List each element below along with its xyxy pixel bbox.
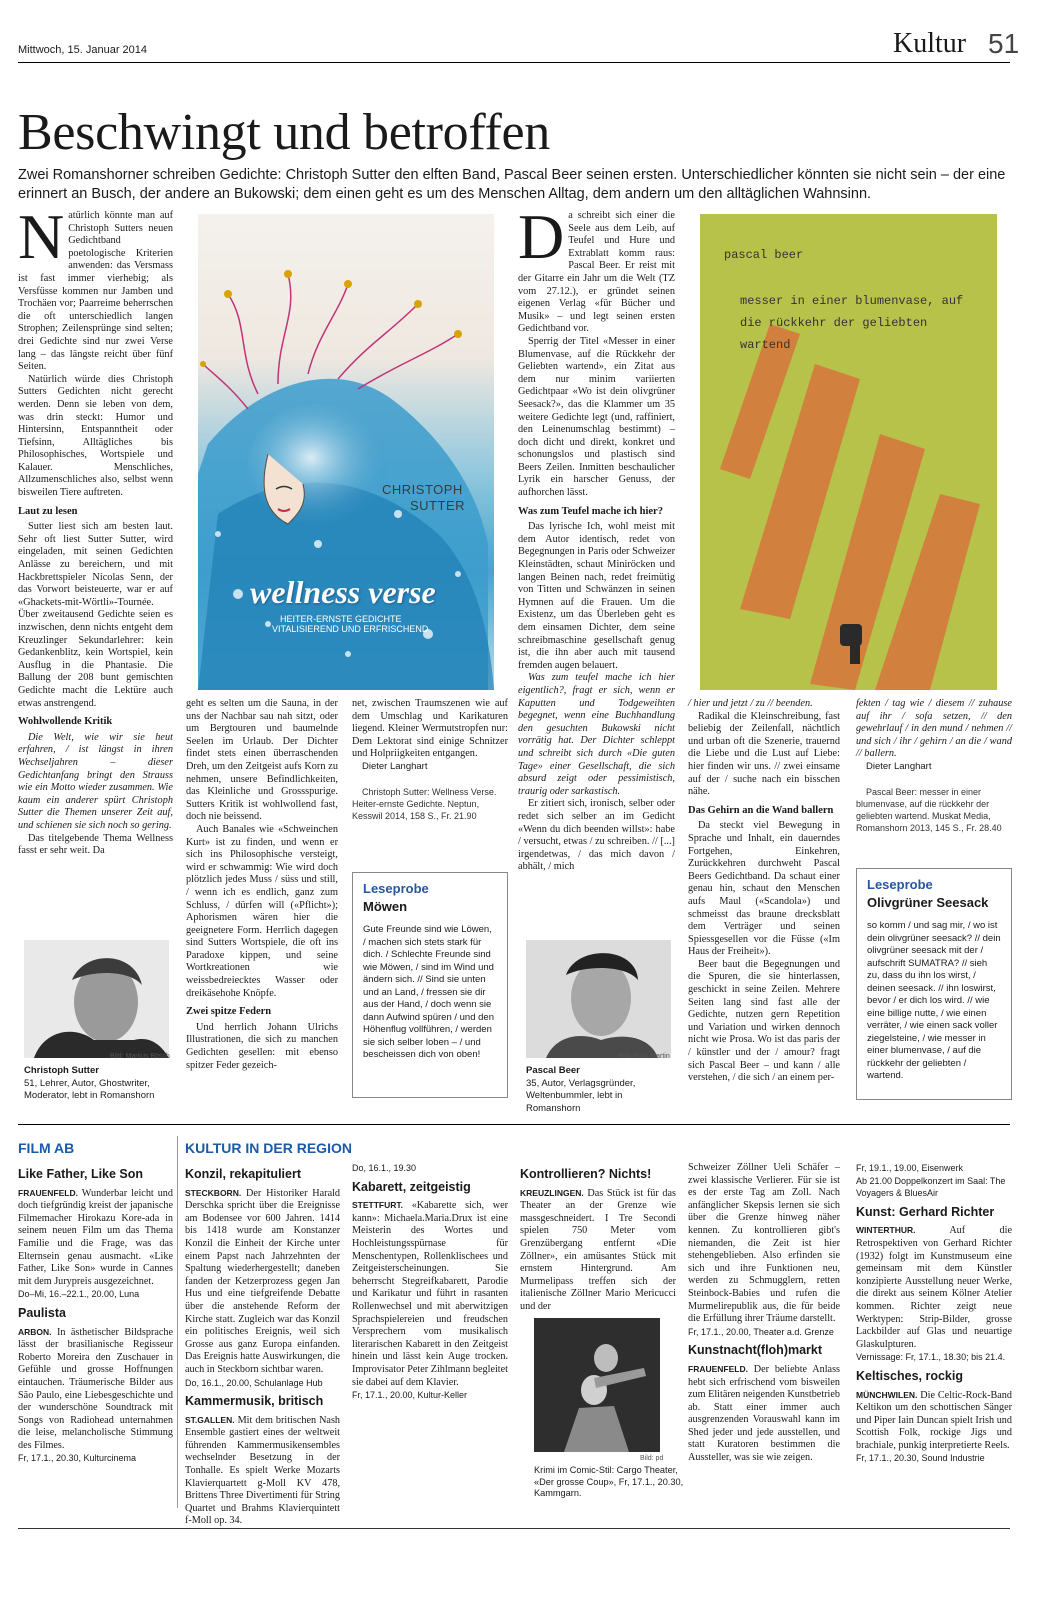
leseprobe-box-moewen [352,872,508,1098]
cover-subtitle-2: VITALISIEREND UND ERFRISCHEND [272,624,429,634]
event-text: Mit dem britischen Nash Ensemble gastiert eines der weltweit führenden Kammermusikensembles wechselnder Besetzung in der Tonhalle. Es spielt Werke Mozarts Klavierquartett g-Moll KV 478, Brittens Three Divertimenti für String Quartet und Brahms Klavierquintett f-Moll op. 34. [185,1414,341,1527]
portrait-sketch [24,940,169,1058]
box-label: Leseprobe [363,881,429,896]
headline: Beschwingt und betroffen [18,104,550,161]
event-location: ST.GALLEN. [185,1414,235,1425]
event-meta: Fr, 19.1., 19.00, Eisenwerk [856,1163,964,1173]
paragraph: Und herrlich Johann Ulrichs Illustrationen, die sich zu manchen Gedichten gesellen: mit ebenso spitzer Feder gezeich- [186,1021,338,1071]
event-title: Keltisches, rockig [856,1368,963,1383]
event-meta: Fr, 17.1., 20.00, Theater a.d. Grenze [688,1326,834,1337]
event-meta: Do, 16.1., 19.30 [352,1163,417,1173]
portrait-caption [526,1065,676,1115]
article-sutter-col2 [186,698,338,1108]
event-title: Like Father, Like Son [18,1167,144,1181]
cover-title: wellness verse [250,574,436,610]
article-beer-col2 [688,698,840,1108]
photo-caption: Krimi im Comic-Stil: Cargo Theater, «Der grosse Coup», Fr, 17.1., 20.30, Kammgarn. [534,1465,684,1498]
event-location: FRAUENFELD. [688,1363,748,1374]
box-label: Leseprobe [867,877,933,892]
cover-subtitle-1: HEITER-ERNSTE GEDICHTE [280,614,402,624]
event-location: STETTFURT. [352,1200,403,1211]
region-col3 [520,1162,676,1312]
crosshead: Das Gehirn an die Wand ballern [688,804,834,816]
event-title: Paulista [18,1305,66,1320]
cover-artwork [700,214,997,690]
section-title: Kultur [893,28,967,59]
person-name: Pascal Beer [526,1065,580,1076]
film-listings [18,1162,173,1510]
paragraph: Radikal die Kleinschreibung, fast beliebig der Zeilenfall, nächtlich und urban oft die Szenerie, trauernd die Liebe und die Lust auf Liebe: hier finden wir uns. // zwei einsame auf der / suche nach ein bisschen nähe. [688,710,840,798]
event-meta: Do, 16.1., 20.00, Schulanlage Hub [185,1377,323,1388]
paragraph: Da steckt viel Bewegung in Sprache und Inhalt, ein dauerndes Fortgehen, Einkehren, Zurückkehren durchweht Pascal Beers Gedichtband. Da schaut einer genau hin, schaut den Menschen aufs Maul («Scandola») und schmeisst das braune drecksblatt dem Verträger und seinen Spiessgesellen vor die Füsse («Im Haus der Freiheit»). [688,820,840,958]
event-text: Schweizer Zöllner Ueli Schäfer – zwei klassische Verlierer. Für sie ist es der erste Tag am Zoll. Nach anfänglicher Skepsis lernen sie sich über die Grenze hinweg näher kennen. Zu kontrollieren gibt's niemanden, die Zeit ist hier stehengeblieben. Also erfinden sie sich und ihre Funktionen neu, werden zu Schmugglern, retten Steinbock-Babies und rufen die Murmelirepublik aus, die für beide die Erfüllung ihrer Träume darstellt. [688,1162,840,1325]
paragraph: Beer baut die Begegnungen und die Spuren, die sie hinterlassen, geschickt in seine Zeilen. Mehrere Seiten lang sind fast alle der Gedichte, nutzen gern Repetition und Variation und wirken dennoch nicht wie Prosa. Wo ist das paris der / künstler und der / amour? fragt sich Pascal Beer – und kann / alle verstehen, / die sich / an einem per- [688,958,840,1084]
region-col2 [352,1162,508,1510]
event-location: STECKBORN. [185,1187,242,1198]
film-section-header: FILM AB [18,1140,75,1156]
event-title: Konzil, rekapituliert [185,1167,301,1181]
event-meta: Do–Mi, 16.–22.1., 20.00, Luna [18,1289,140,1300]
person-description: 51, Lehrer, Autor, Ghostwriter, Moderator, lebt in Romanshorn [24,1077,155,1101]
theater-photo [534,1318,660,1452]
book-cover-wellness-verse [198,214,494,690]
article-beer-col3 [856,698,1012,858]
book-cover-messer-in-einer-blumenvase [700,214,997,690]
author-byline: Dieter Langhart [866,760,932,772]
paragraph: Auch Banales wie «Schweinchen Kurt» ist zu finden, und wenn er sich ins Philosophische versteigt, wird er schwammig: Wie wird doch plötzlich jedes Muss / süss und still, / wenn ich es endlich, ganz zum Schluss, / dürfen will («Pflicht»); Aphorismen wären hier die geeignetere Form. Herrlich dagegen sind Sutters Wortspiele, die oft ins Paradoxe kippen, und seine Wortkreationen wie weissbedreiecktes Wasser oder dreikäsehohe Knöpfe. [186,823,338,999]
paragraph: geht es selten um die Sauna, in der uns der Nachbar sau nah sitzt, oder um Bergtouren und baumelnde Seelen im Urlaub. Der Dichter findet stets einen überraschenden Dreh, um den Zeitgeist aufs Korn zu nehmen, unsere Befindlichkeiten, das Kleinliche und Grossspurige. Sutters Kritik ist wohlwollend fast, doch nie beissend. [186,698,338,823]
portrait-sketch [526,940,671,1058]
photo-credit: Bild: Reto Martin [618,1053,670,1060]
footer-rule [18,1528,1010,1529]
cover-author-lastname: SUTTER [410,498,465,513]
dropcap: D [518,201,565,272]
paragraph: Er zitiert sich, ironisch, selber oder redet sich selber an im Gedicht «Wenn du dich beenden willst»: habe / versucht, etwas / zu schreiben. // [...] irgendetwas, / das mich davon / abhält, / mich [518,798,675,873]
poem-text: so komm / und sag mir, / wo ist dein olivgrüner seesack? // dein olivgrüner seesack mit der / aufschrift SUMATRA? // sieh zu, dass du ihn los wirst, / deinen seesack. // ihn loswirst, bevor / er dich los wird. // wie eine billige nutte, / wie einen verräter, / wie einen sack voller ziegelsteine, / wie messer in einer blumenvase, / auf die rückkehr der geliebten / wartend. [867,920,1001,1081]
event-meta: Ab 21.00 Doppelkonzert im Saal: The Voyagers & BluesAir [856,1175,1006,1199]
event-title: Kunstnacht(floh)markt [688,1343,823,1358]
issue-date: Mittwoch, 15. Januar 2014 [18,44,148,56]
event-text: Das Stück ist für das Theater an der Grenze wie massgeschneidert. I Tre Secondi spielen 750 Meter vom Grenzübergang entfernt «Die Zöllner», ein amüsantes Stück mit ernstem Hintergrund. Am Murmelipass treffen sich der italienische Zöllner Mario Mericucci und der [520,1187,676,1312]
event-meta: Fr, 17.1., 20.00, Kultur-Keller [352,1390,468,1401]
paragraph: Das titelgebende Thema Wellness fasst er sehr weit. Da [18,832,173,857]
event-location: ARBON. [18,1326,52,1337]
leseprobe-box-olivgruener-seesack [856,868,1012,1100]
page-number: 51 [988,28,1020,59]
header-rule [18,62,1010,63]
event-text: Die Celtic-Rock-Band Keltikon um den schottischen Sänger und Piper Iain Duncan spielt Irish und Scottish Folk, rockige Jigs und brachiale, punkig interpretierte Reels. [856,1389,1012,1451]
person-name: Christoph Sutter [24,1065,99,1076]
photo-sketch [534,1318,660,1452]
crosshead: Laut zu lesen [18,505,78,517]
author-byline: Dieter Langhart [362,760,428,772]
portrait-pascal-beer [526,940,671,1058]
event-meta: Fr, 17.1., 20.30, Sound Industrie [856,1453,985,1464]
event-meta: Vernissage: Fr, 17.1., 18.30; bis 21.4. [856,1352,1006,1363]
event-meta: Fr, 17.1., 20.30, Kulturcinema [18,1453,137,1464]
paragraph: a schreibt sich einer die Seele aus dem Leib, auf Teufel und Hure und Extrablatt komm raus: Pascal Beer. Er reist mit der Gitarre ein Jahr um die Welt (TZ vom 27.12.), er gründet seinen eigenen Verlag «für Bücher und Musik» – und legt seinen ersten Gedichtband vor. [518,210,675,335]
region-section-header: KULTUR IN DER REGION [185,1140,352,1156]
article-sutter-col3 [352,698,508,858]
person-description: 35, Autor, Verlagsgründer, Weltenbummler, lebt in Romanshorn [526,1077,636,1114]
cover-author-firstname: CHRISTOPH [382,482,463,497]
paragraph: Was zum teufel mache ich hier eigentlich?, fragt er sich, wenn er Kaputten und Todgeweihten begegnet, wenn eine Buchhandlung den gesuchten Bukowski nicht vorrätig hat. Der Dichter schleppt und schreibt sich durch «Die guten Tage» einer Gesellschaft, die sich absurd zeigt oder pessimistisch, traurig oder sarkastisch. [518,672,675,797]
article-sutter-col1 [18,201,173,930]
paragraph: net, zwischen Traumszenen wie auf dem Umschlag und Karikaturen liegend. Kleiner Wermutstropfen nur: Dem Lektorat sind einige Schnitzer und Holpriigkeiten entgangen. [352,698,508,760]
crosshead: Wohlwollende Kritik [18,716,113,728]
paragraph: atürlich könnte man auf Christoph Sutters neuen Gedichtband poetologische Kriterien anwenden: das Versmass ist fast immer vierhebig; als Versfüsse kommen nur Jamben und Trochäen vor; Paarreime beherrschen die oft unterschiedlich langen Strophen; Zeilensprünge sind selten; drei Gedichte sind nur zwei Verse lang – das längste reicht über fünf Seiten. [18,210,173,373]
paragraph: Die Welt, wie wir sie heut erfahren, / ist längst in ihren Wechseljahren – dieser Gedichtanfang bringt den Strauss wie ein Motto wieder zusammen. Wie kaum ein anderer spürt Christoph Sutter die Themen unserer Zeit auf, und schienen sie sich noch so gering. [18,731,173,831]
event-title: Kammermusik, britisch [185,1394,324,1409]
event-text: In ästhetischer Bildsprache lässt der brasilianische Regisseur Roberto Moreira den Zuschauer in Gefühle und grosse Hoffnungen eintauchen. Träumerische Bilder aus São Paulo, eine Liebesgeschichte und der wunderschöne Soundtrack mit Songs von Radiohead unternahmen die leise, melancholische Stimmung des Filmes. [18,1326,174,1451]
portrait-caption [24,1065,174,1103]
event-text: Wunderbar leicht und doch tiefgründig kreist der japanische Filmemacher Hirokazu Kore-ada in seinem neuen Film um das Thema Familie und die Frage, was das Elternsein genau ausmacht. «Like Father, Like Son» wurde in Cannes mit dem Jurypreis ausgezeichnet. [18,1187,173,1287]
subheadline: Zwei Romanshorner schreiben Gedichte: Christoph Sutter den elften Band, Pascal Beer seinen ersten. Unterschiedlicher könnten sie nicht sein – der eine erinnert an Busch, der andere an Bukowski; dem einen geht es um des Menschen Alltag, dem andern um den alltäglichen Wahnsinn. [18,167,1006,202]
cover-title: messer in einer blumenvase, auf die rückkehr der geliebten wartend [740,294,964,352]
photo-credit: Bild: Markus Bösch [110,1053,170,1060]
book-details: Christoph Sutter: Wellness Verse. Heiter-ernste Gedichte. Neptun, Kesswil 2014, 158 S., Fr. 21.90 [352,786,497,821]
crosshead: Was zum Teufel mache ich hier? [518,505,663,517]
poem-text: Gute Freunde sind wie Löwen, / machen sich stets stark für dich. / Schlechte Freunde sind wie Möwen, / sind im Wind und ändern sich. // Sind sie unten und an Land, / fressen sie dir aus der Hand, / doch wenn sie dann Aufwind spüren / und den Höhenflug vollführen, / werden sie sich selber loben – / und bescheissen dich von oben! [363,924,494,1060]
paragraph: Das lyrische Ich, wohl meist mit dem Autor identisch, redet von Begegnungen in Paris oder Schweizer Kleinstädten, schaut Miniröcken und langen Beinen nach, redet freimütig von Titten und Schwänzen in seinen Hymnen auf die Frauen. Um die Existenz, um das Überleben geht es dem einsamen Dichter, dem seine schreibmaschine gesellschaft genug ist, die ihn aber auch mit tausend fremden augen belauert. [518,521,675,671]
region-col1 [185,1162,341,1527]
event-text: Auf die Retrospektiven von Gerhard Richter (1932) folgt im Kunstmuseum eine gemeinsam mit dem Künstler konzipierte Ausstellung neuer Werke, die direkt aus seinem Kölner Atelier kommen. Richter zeigt neue Werktypen: Strip-Bilder, grosse Lackbilder auf Glas und neuartige Glaskulpturen. [856,1225,1013,1350]
column-divider [177,1136,178,1508]
cover-author: pascal beer [724,248,804,262]
event-location: KREUZLINGEN. [520,1187,584,1198]
event-text: Der beliebte Anlass hebt sich erfrischend vom bisweilen zum Elitären neigenden Kunstbetrieb ab. Statt einer immer auch ausgrenzenden Vorauswahl kann im Shed jeder und jede ausstellen, und statt Kuratoren bestimmen die Aussteller, was sie wie zeigen. [688,1363,841,1464]
event-location: WINTERTHUR. [856,1225,916,1236]
box-title: Möwen [363,899,408,914]
event-text: Der Historiker Harald Derschka spricht über die Ereignisse am Bodensee vor 600 Jahren. 1414 bis 1418 wurde am Konstanzer Konzil die Einheit der Kirche unter einem Papst nach Jahrzehnten der Spaltung wiederhergestellt; daneben fanden der Ketzerprozess gegen Jan Hus und eine tiefgreifende Debatte über die anstehende Reform der Kirche statt. Zugleich war das Konzil ein politisches Ereignis, weil sich Grosse aus ganz Europa einfanden. Das Ereignis hatte Auswirkungen, die auch in Steckborn sichtbar waren. [185,1187,341,1375]
event-text: «Kabarette sich, wer kann»: Michaela.Maria.Drux ist eine Meisterin des Wortes und Hochleistungsspürnase für Menschentypen, Rollenklischees und Zeitgeisterscheinungen. Sie beherrscht Stegreifkabarett, Parodie und Karikatur und führt in rasanten Rollenwechsel und mit aberwitzigen Sprachspielereien und freudschen Versprechern vom musikalisch literarischen Kabarett in den Zeitgeist hinein und lässt kein Auge trocken. Improvisator Peter Zihlmann begleitet sie dabei auf dem Klavier. [352,1200,509,1388]
dropcap: N [18,201,65,272]
article-beer-col1 [518,201,675,930]
paragraph: Natürlich würde dies Christoph Sutters Gedichten nicht gerecht werden. Denn sie leben von dem, was drin steckt: Humor und Hintersinn, Entspanntheit oder Tiefsinn, Alltägliches bis Philosophisches, Wortspiele und Kalauer. Menschliches, Allzumenschliches also, selbst wenn bisweilen Tiere auftreten. [18,373,173,499]
photo-credit: Bild: pd [640,1455,664,1462]
region-col5 [856,1162,1012,1510]
paragraph: Sutter liest sich am besten laut. Sehr oft liest Sutter Sutter, wird eingeladen, mit seinen Gedichten Anlässe zu bereichern, und mit Hackbrettspieler Nicolas Senn, der das Vorwort beisteuerte, war er auf «Ghackets-mit-Wörtli»-Tournée. Über zweitausend Gedichte seien es inzwischen, denn nichts entgeht dem Kreuzlinger Sekundarlehrer: kein Gedankenblitz, kein Wortspiel, kein Ausflug in die Phantasie. Die Ballung der 208 bunt gemischten Gedichte macht die Lektüre auch etwas anstrengend. [18,521,173,709]
event-location: FRAUENFELD. [18,1187,78,1198]
event-title: Kunst: Gerhard Richter [856,1204,995,1219]
book-details: Pascal Beer: messer in einer blumenvase, auf die rückkehr der geliebten wartend. Muskat Media, Romanshorn 2013, 145 S., Fr. 28.40 [856,786,1002,833]
paragraph: / hier und jetzt / zu // beenden. [688,698,813,709]
paragraph: Sperrig der Titel «Messer in einer Blumenvase, auf die Rückkehr der Geliebten wartend», ein Zitat aus dem nur minim variierten Gedichtpaar «Wo ist dein olivgrüner Seesack?», das die Klammer um 35 weitere Gedichte legt (und, raffiniert, den Leinenumschlag bestimmt) – doch dicht und direkt, konkret und schonungslos und plastisch sind Beers Zeilen. Inmitten beschaulicher Lyrik ein harscher Genuss, der aufhorchen lässt. [518,335,675,499]
event-title: Kontrollieren? Nichts! [520,1167,652,1181]
paragraph: fekten / tag wie / diesem // zuhause auf ihr / sofa setzen, // den gewehrlauf / in den mund / nehmen // und sich / ihr / gehirn / an die / wand // ballern. [856,698,1012,760]
event-location: MÜNCHWILEN. [856,1389,918,1400]
crosshead: Zwei spitze Federn [186,1006,272,1018]
portrait-christoph-sutter [24,940,169,1058]
section-rule [18,1124,1010,1125]
region-col4 [688,1162,840,1510]
box-title: Olivgrüner Seesack [867,895,989,910]
event-title: Kabarett, zeitgeistig [352,1179,471,1194]
